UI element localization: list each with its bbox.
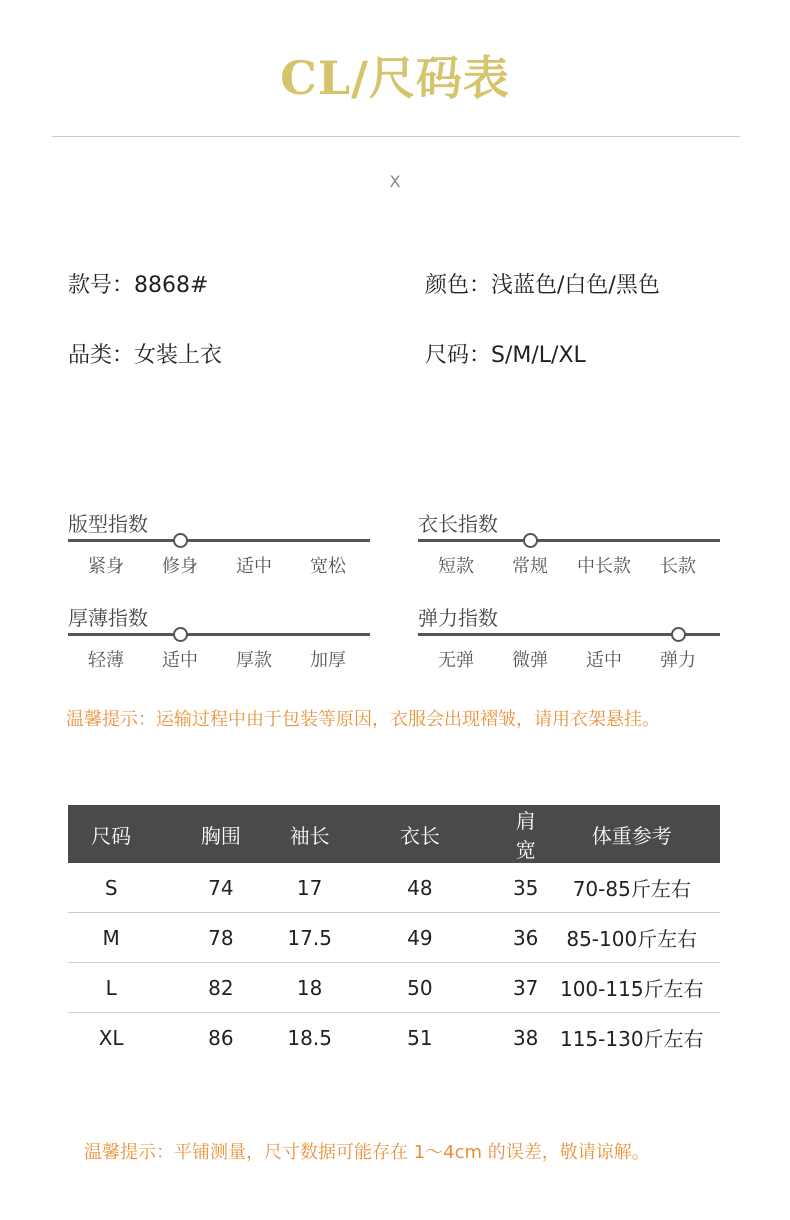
header-length: 衣长 (332, 805, 508, 863)
cell-sleeve: 17 (287, 863, 332, 913)
scale-title: 厚薄指数 (68, 606, 148, 630)
scale-label: 适中 (162, 650, 198, 671)
scale-label: 紧身 (88, 556, 124, 577)
scale-track (68, 539, 370, 542)
cell-sleeve: 17.5 (287, 913, 332, 963)
scale-label: 适中 (586, 650, 622, 671)
color-options: 颜色：浅蓝色/白色/黑色 (425, 273, 660, 298)
scale-label: 加厚 (310, 650, 346, 671)
cell-size: S (68, 863, 154, 913)
cell-shoulder: 35 (508, 863, 544, 913)
cell-shoulder: 38 (512, 1025, 539, 1050)
header-chest: 胸围 (154, 805, 287, 863)
scale-label: 宽松 (310, 556, 346, 577)
table-row (68, 913, 720, 963)
cell-chest: 82 (154, 963, 287, 1013)
scale-label: 短款 (438, 556, 474, 577)
cell-weight: 100-115斤左右 (544, 963, 720, 1013)
scale-label: 弹力 (660, 650, 696, 671)
page-title: CL/尺码表 (280, 51, 510, 105)
header-shoulder: 肩宽 (508, 805, 544, 863)
header-sleeve: 袖长 (287, 805, 332, 863)
scale-marker (173, 533, 188, 548)
scale-label: 长款 (660, 556, 696, 577)
scale-marker (173, 627, 188, 642)
scale-title: 衣长指数 (418, 512, 498, 536)
table-row (68, 1013, 720, 1063)
cell-length: 48 (332, 863, 508, 913)
scale-title: 弹力指数 (418, 606, 498, 630)
header-size: 尺码 (68, 805, 154, 863)
cell-sleeve: 18 (287, 963, 332, 1013)
title-divider (52, 136, 740, 137)
cell-shoulder: 37 (508, 963, 544, 1013)
cell-length: 50 (332, 963, 508, 1013)
scale-marker (523, 533, 538, 548)
cell-weight: 85-100斤左右 (544, 913, 720, 963)
cell-length: 51 (407, 1025, 433, 1050)
size-table (68, 805, 720, 1062)
cell-size: L (68, 963, 154, 1013)
cell-chest: 78 (154, 913, 287, 963)
cell-sleeve: 18.5 (287, 1025, 332, 1050)
shipping-tip: 温馨提示：运输过程中由于包装等原因，衣服会出现褶皱，请用衣架悬挂。 (66, 709, 660, 730)
close-mark: X (389, 172, 401, 191)
cell-length: 49 (332, 913, 508, 963)
table-row (68, 863, 720, 913)
scale-label: 常规 (512, 556, 548, 577)
scale-track (68, 633, 370, 636)
scale-label: 微弹 (512, 650, 548, 671)
size-options: 尺码：S/M/L/XL (425, 343, 586, 368)
scale-label: 轻薄 (88, 650, 124, 671)
style-number: 款号：8868# (68, 273, 209, 298)
cell-weight: 115-130斤左右 (559, 1027, 704, 1051)
scale-label: 中长款 (577, 556, 631, 577)
cell-shoulder: 36 (508, 913, 544, 963)
scale-title: 版型指数 (68, 512, 148, 536)
scale-track (418, 539, 720, 542)
category: 品类：女装上衣 (68, 343, 223, 368)
scale-label: 厚款 (236, 650, 272, 671)
cell-size: XL (98, 1025, 124, 1050)
cell-size: M (68, 913, 154, 963)
cell-chest: 86 (208, 1025, 234, 1050)
size-table-header (68, 805, 720, 863)
header-weight: 体重参考 (544, 805, 720, 863)
cell-weight: 70-85斤左右 (544, 863, 720, 913)
table-row (68, 963, 720, 1013)
scale-marker (671, 627, 686, 642)
scale-label: 修身 (162, 556, 198, 577)
cell-chest: 74 (154, 863, 287, 913)
scale-label: 适中 (236, 556, 272, 577)
measurement-tip: 温馨提示：平铺测量，尺寸数据可能存在 1～4cm 的误差，敬请谅解。 (84, 1142, 650, 1163)
scale-label: 无弹 (438, 650, 474, 671)
